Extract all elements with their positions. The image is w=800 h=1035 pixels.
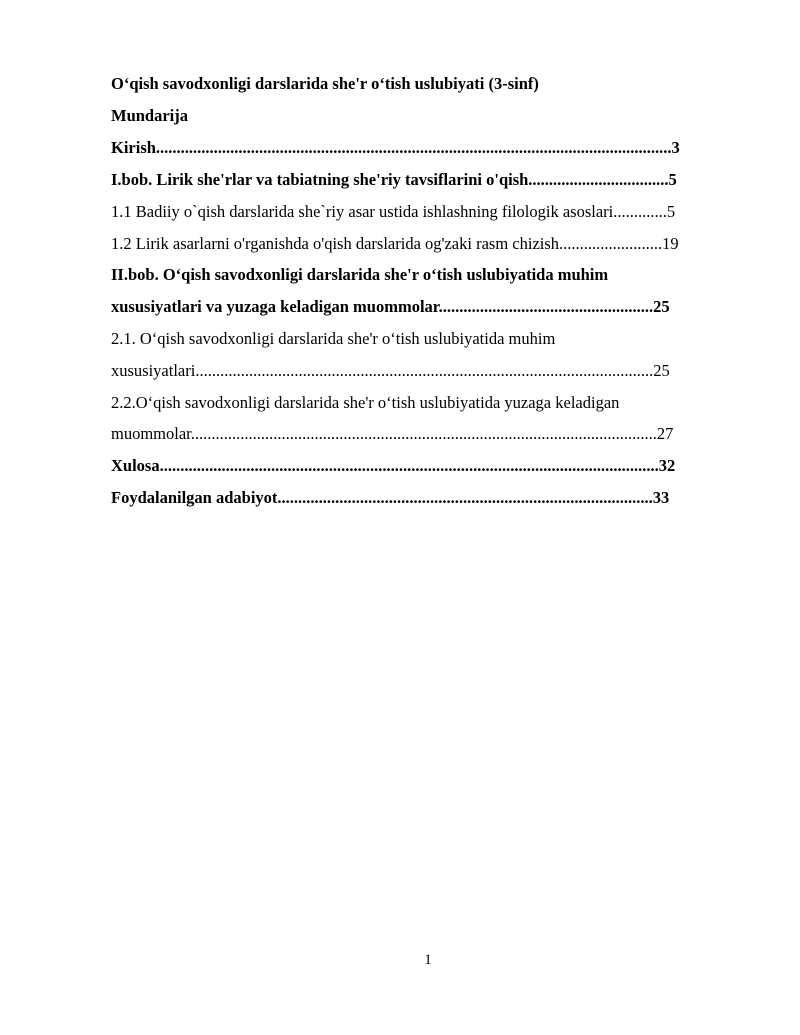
toc-entry-section-2-1-line-2: xususiyatlari...............................................................................................................25 <box>111 361 670 380</box>
toc-entry-section-2-1-line-1: 2.1. O‘qish savodxonligi darslarida she'r o‘tish uslubiyatida muhim <box>111 329 556 348</box>
document-title: O‘qish savodxonligi darslarida she'r o‘tish uslubiyati (3-sinf) <box>111 74 539 93</box>
toc-entry-chapter-2-line-2: xususiyatlari va yuzaga keladigan muommolar....................................................25 <box>111 297 670 316</box>
toc-entry-section-2-2-line-1: 2.2.O‘qish savodxonligi darslarida she'r o‘tish uslubiyatida yuzaga keladigan <box>111 393 620 412</box>
toc-heading: Mundarija <box>111 106 189 125</box>
toc-entry-section-1-2: 1.2 Lirik asarlarni o'rganishda o'qish darslarida og'zaki rasm chizish.........................19 <box>111 234 679 253</box>
toc-entry-chapter-1: I.bob. Lirik she'rlar va tabiatning she'riy tavsiflarini o'qish..................................5 <box>111 170 677 189</box>
page-number: 1 <box>424 952 432 968</box>
toc-entry-xulosa: Xulosa.........................................................................................................................32 <box>111 456 676 475</box>
toc-entry-section-2-2-line-2: muommolar.................................................................................................................27 <box>111 424 674 443</box>
toc-entry-section-1-1: 1.1 Badiiy o`qish darslarida she`riy asar ustida ishlashning filologik asoslari.............5 <box>111 202 676 221</box>
toc-entry-adabiyot: Foydalanilgan adabiyot...........................................................................................33 <box>111 488 670 507</box>
toc-entry-chapter-2-line-1: II.bob. O‘qish savodxonligi darslarida she'r o‘tish uslubiyatida muhim <box>111 265 609 284</box>
toc-entry-kirish: Kirish.............................................................................................................................3 <box>111 138 680 157</box>
